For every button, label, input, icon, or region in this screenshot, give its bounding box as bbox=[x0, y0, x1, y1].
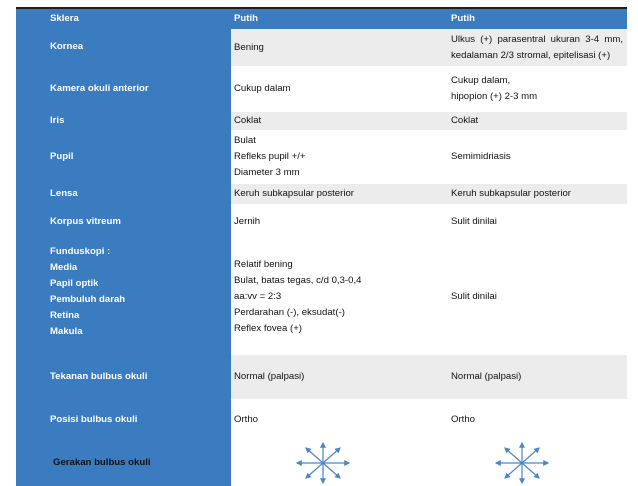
cell-text: Sulit dinilai bbox=[451, 215, 497, 227]
row-label-kamera: Kamera okuli anterior bbox=[16, 66, 231, 112]
cell-text: Cukup dalam, bbox=[451, 75, 511, 86]
header-od: Putih bbox=[231, 9, 448, 29]
cell-left bbox=[231, 399, 448, 441]
cell-text: Relatif bening bbox=[234, 259, 293, 270]
cell-text: Reflex fovea (+) bbox=[234, 323, 302, 334]
cell-text: Ortho bbox=[451, 414, 475, 425]
cell-left bbox=[231, 204, 448, 239]
row-label-kornea: Kornea bbox=[16, 29, 231, 66]
cell-right bbox=[448, 112, 627, 130]
cell-text: Refleks pupil +/+ bbox=[234, 151, 306, 162]
label-text: Makula bbox=[50, 325, 83, 337]
table-row bbox=[16, 355, 627, 399]
cell-text: Keruh subkapsular posterior bbox=[234, 188, 354, 199]
table-header-row bbox=[16, 9, 627, 29]
table-row bbox=[16, 130, 627, 184]
table-row bbox=[16, 66, 627, 112]
cell-text: Bulat bbox=[234, 135, 256, 146]
row-label-gerakan: Gerakan bulbus okuli bbox=[16, 441, 231, 485]
row-label-tekanan: Tekanan bulbus okuli bbox=[16, 355, 231, 399]
eight-direction-arrows-icon bbox=[294, 441, 352, 485]
label-text: Media bbox=[50, 261, 78, 273]
table-row bbox=[16, 441, 627, 485]
cell-text: Semimidriasis bbox=[451, 151, 511, 162]
cell-text: Keruh subkapsular posterior bbox=[451, 188, 571, 199]
header-sklera: Sklera bbox=[16, 9, 231, 29]
cell-text: Bening bbox=[234, 41, 264, 53]
cell-text: Normal (palpasi) bbox=[451, 371, 522, 382]
header-os: Putih bbox=[448, 9, 627, 29]
cell-right bbox=[448, 399, 627, 441]
exam-table-wrapper bbox=[16, 7, 627, 486]
label-text: Funduskopi : bbox=[50, 245, 111, 257]
cell-left bbox=[231, 29, 448, 66]
table-row bbox=[16, 112, 627, 130]
cell-text: Coklat bbox=[451, 115, 479, 126]
cell-left bbox=[231, 441, 448, 485]
eight-direction-arrows-icon bbox=[493, 441, 551, 485]
cell-text: Perdarahan (-), eksudat(-) bbox=[234, 307, 345, 318]
cell-right bbox=[448, 355, 627, 399]
cell-left bbox=[231, 184, 448, 204]
cell-text: Ulkus (+) parasentral ukuran 3-4 mm, bbox=[451, 33, 623, 45]
cell-text: Cukup dalam bbox=[234, 83, 291, 94]
cell-text: Ortho bbox=[234, 414, 258, 425]
cell-text: Bulat, batas tegas, c/d 0,3-0,4 bbox=[234, 275, 362, 286]
eye-exam-table bbox=[16, 9, 627, 486]
cell-right bbox=[448, 239, 627, 355]
cell-text: Normal (palpasi) bbox=[234, 371, 305, 382]
cell-text: Sulit dinilai bbox=[451, 291, 497, 302]
cell-text: aa:vv = 2:3 bbox=[234, 291, 282, 302]
cell-right bbox=[448, 204, 627, 239]
cell-text: kedalaman 2/3 stromal, epitelisasi (+) bbox=[451, 49, 611, 61]
row-label-funduskopi bbox=[16, 239, 231, 355]
cell-right bbox=[448, 184, 627, 204]
table-row bbox=[16, 184, 627, 204]
row-label-lensa: Lensa bbox=[16, 184, 231, 204]
cell-left bbox=[231, 239, 448, 355]
table-row bbox=[16, 204, 627, 239]
label-text: Pembuluh darah bbox=[50, 293, 126, 305]
cell-text: Diameter 3 mm bbox=[234, 167, 300, 178]
row-label-iris: Iris bbox=[16, 112, 231, 130]
cell-right bbox=[448, 29, 627, 66]
cell-left bbox=[231, 130, 448, 184]
table-row bbox=[16, 29, 627, 66]
cell-left bbox=[231, 112, 448, 130]
row-label-korpus-vitreum: Korpus vitreum bbox=[16, 204, 231, 239]
label-text: Retina bbox=[50, 309, 80, 321]
cell-text: Jernih bbox=[234, 215, 261, 227]
label-text: Papil optik bbox=[50, 277, 99, 289]
cell-text: Coklat bbox=[234, 115, 262, 126]
cell-text: hipopion (+) 2-3 mm bbox=[451, 91, 538, 102]
cell-right bbox=[448, 66, 627, 112]
cell-right bbox=[448, 130, 627, 184]
table-row bbox=[16, 239, 627, 355]
cell-left bbox=[231, 66, 448, 112]
cell-left bbox=[231, 355, 448, 399]
table-row bbox=[16, 399, 627, 441]
row-label-posisi: Posisi bulbus okuli bbox=[16, 399, 231, 441]
cell-right bbox=[448, 441, 627, 485]
row-label-pupil: Pupil bbox=[16, 130, 231, 184]
